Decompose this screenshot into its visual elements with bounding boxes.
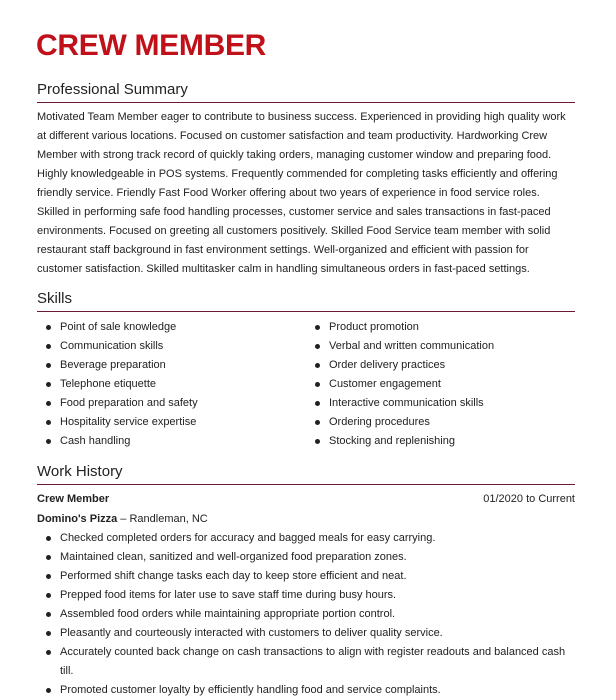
company-name: Domino's Pizza <box>37 513 118 525</box>
skill-item <box>306 413 575 432</box>
bullet-icon <box>315 363 320 368</box>
job-dates: 01/2020 to Current <box>483 493 575 505</box>
company-line <box>37 510 575 529</box>
duty-item <box>37 548 575 567</box>
skills-heading: Skills <box>37 290 575 312</box>
bullet-icon <box>46 363 51 368</box>
duty-text: Performed shift change tasks each day to keep store efficient and neat. <box>60 570 407 582</box>
duty-item <box>37 605 575 624</box>
skill-item <box>306 432 575 451</box>
skill-label: Point of sale knowledge <box>60 321 177 333</box>
skill-item <box>37 375 306 394</box>
skill-item <box>306 318 575 337</box>
job-location: Randleman, NC <box>129 513 208 525</box>
skills-left-column <box>37 318 306 451</box>
job-entry <box>37 490 575 700</box>
duty-item <box>37 643 575 681</box>
skill-item <box>37 413 306 432</box>
bullet-icon <box>315 439 320 444</box>
duty-item <box>37 586 575 605</box>
skill-label: Product promotion <box>329 321 419 333</box>
bullet-icon <box>46 555 51 560</box>
skill-item <box>306 356 575 375</box>
summary-heading: Professional Summary <box>37 81 575 103</box>
duty-text: Checked completed orders for accuracy and bagged meals for easy carrying. <box>60 532 436 544</box>
skill-label: Food preparation and safety <box>60 397 198 409</box>
duty-item <box>37 529 575 548</box>
duty-item <box>37 567 575 586</box>
skill-item <box>306 375 575 394</box>
bullet-icon <box>315 382 320 387</box>
bullet-icon <box>315 420 320 425</box>
skills-grid <box>37 318 575 451</box>
work-history-section <box>37 463 575 700</box>
skill-label: Beverage preparation <box>60 359 166 371</box>
duty-text: Pleasantly and courteously interacted with customers to deliver quality service. <box>60 627 443 639</box>
duty-text: Promoted customer loyalty by efficiently handling food and service complaints. <box>60 684 441 696</box>
skill-label: Stocking and replenishing <box>329 435 455 447</box>
bullet-icon <box>315 401 320 406</box>
bullet-icon <box>46 688 51 693</box>
company-separator: – <box>117 513 130 525</box>
skill-label: Order delivery practices <box>329 359 446 371</box>
skill-label: Communication skills <box>60 340 164 352</box>
bullet-icon <box>315 325 320 330</box>
duty-text: Accurately counted back change on cash transactions to align with register readouts and balanced cash till. <box>60 646 566 677</box>
job-duties <box>37 529 575 700</box>
skill-item <box>37 356 306 375</box>
duty-item <box>37 681 575 700</box>
skill-label: Verbal and written communication <box>329 340 495 352</box>
summary-text: Motivated Team Member eager to contribute to business success. Experienced in providing high quality work at different various locations. Focused on customer satisfaction and team productivity. Hardworking Crew Member with strong track record of quickly taking orders, managing customer window and preparing food. Highly knowledgeable in POS systems. Frequently commended for completing tasks efficiently and offering friendly service. Friendly Fast Food Worker offering about two years of experience in food service roles. Skilled in performing safe food handling processes, customer service and sales transactions in fast-paced environments. Focused on greeting all customers positively. Skilled Food Service team member with solid restaurant staff background in fast environment settings. Well-organized and efficient with passion for customer satisfaction. Skilled multitasker calm in handling simultaneous orders in fast-paced settings. <box>37 111 566 275</box>
skill-label: Telephone etiquette <box>60 378 157 390</box>
skill-item <box>306 394 575 413</box>
bullet-icon <box>46 650 51 655</box>
duty-text: Assembled food orders while maintaining appropriate portion control. <box>60 608 396 620</box>
skill-item <box>306 337 575 356</box>
skills-section <box>37 290 575 451</box>
skill-label: Ordering procedures <box>329 416 430 428</box>
skill-label: Customer engagement <box>329 378 441 390</box>
job-header <box>37 490 575 509</box>
bullet-icon <box>46 382 51 387</box>
skill-item <box>37 318 306 337</box>
bullet-icon <box>315 344 320 349</box>
bullet-icon <box>46 593 51 598</box>
skill-label: Interactive communication skills <box>329 397 484 409</box>
bullet-icon <box>46 536 51 541</box>
bullet-icon <box>46 401 51 406</box>
skills-right-column <box>306 318 575 451</box>
skill-label: Hospitality service expertise <box>60 416 197 428</box>
bullet-icon <box>46 439 51 444</box>
bullet-icon <box>46 325 51 330</box>
resume-title: CREW MEMBER <box>36 29 267 62</box>
bullet-icon <box>46 344 51 349</box>
bullet-icon <box>46 612 51 617</box>
bullet-icon <box>46 574 51 579</box>
job-title: Crew Member <box>37 493 110 505</box>
work-history-heading: Work History <box>37 463 575 485</box>
skill-item <box>37 337 306 356</box>
skill-label: Cash handling <box>60 435 131 447</box>
duty-text: Maintained clean, sanitized and well-organized food preparation zones. <box>60 551 407 563</box>
summary-section <box>37 81 575 279</box>
bullet-icon <box>46 631 51 636</box>
bullet-icon <box>46 420 51 425</box>
skill-item <box>37 394 306 413</box>
duty-item <box>37 624 575 643</box>
skill-item <box>37 432 306 451</box>
duty-text: Prepped food items for later use to save staff time during busy hours. <box>60 589 397 601</box>
